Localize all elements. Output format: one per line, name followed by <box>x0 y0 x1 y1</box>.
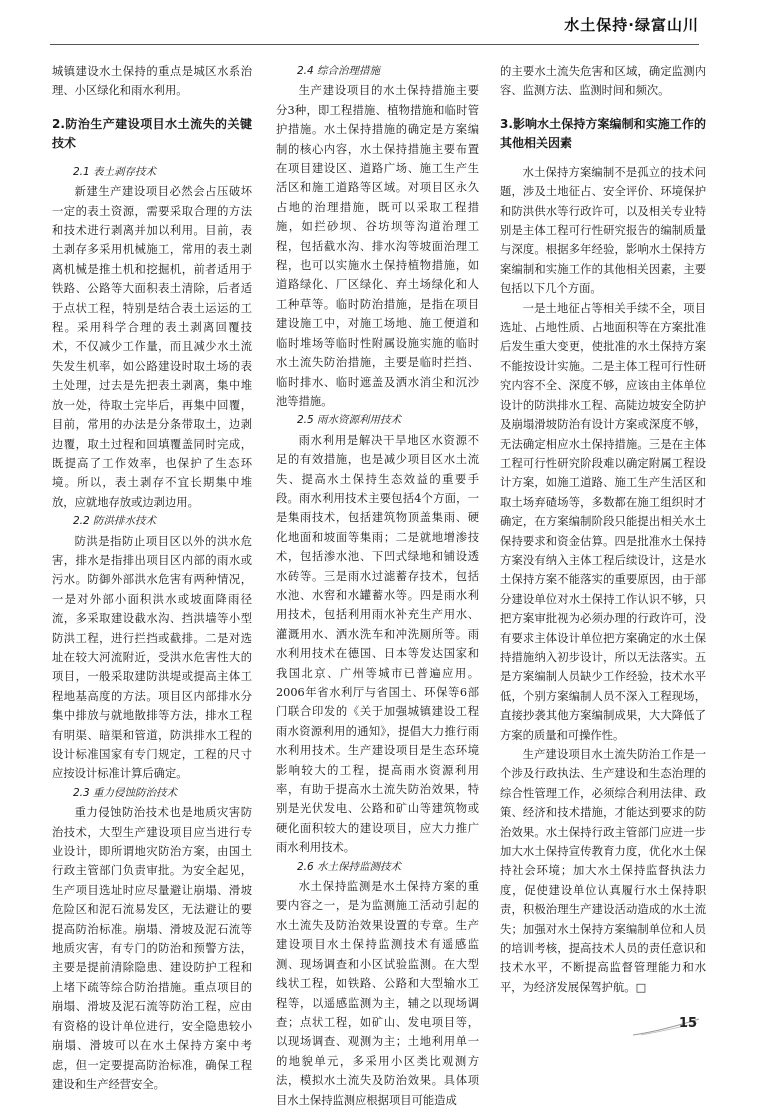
page-number: 15 <box>678 1016 697 1031</box>
paragraph: 生产建设项目的水土保持措施主要分3种，即工程措施、植物措施和临时管护措施。水土保持措施的确定是方案编制的核心内容，水土保持措施主要布置在项目建设区、道路广场、施工生产生活区和施工道路等区域。对项目区永久占地的治理措施，既可以采取工程措施，如拦砂坝、谷坊坝等沟道治理工程，包括截水沟、排水沟等坡面治理工程，也可以实施水土保持植物措施，如道路绿化、厂区绿化、弃土场绿化和人工种草等。临时防治措施，是指在项目建设施工中，对施工场地、施工便道和临时堆场等临时性附属设施实施的临时水土流失防治措施，主要是临时拦挡、临时排水、临时遮盖及洒水消尘和沉沙池等措施。 <box>276 84 479 408</box>
section-heading-3: 3.影响水土保持方案编制和实施工作的其他相关因素 <box>500 116 706 150</box>
subsection-heading-2-2: 2.2 防洪排水技术 <box>73 515 157 528</box>
paragraph: 水土保持监测是水土保持方案的重要内容之一，是为监测施工活动引起的水土流失及防治效果设置的专章。生产建设项目水土保持监测技术有遥感监测、现场调查和小区试验监测。在大型线状工程，如铁路、公路和大型输水工程等，以遥感监测为主，辅之以现场调查；点状工程，如矿山、发电项目等，以现场调查、观测为主；土地利用单一的地貌单元，多采用小区类比观测方法，模拟水土流失及防治效果。具体项目水土保持监测应根据项目可能造成 <box>276 880 479 1107</box>
text-column-left <box>52 62 252 1091</box>
header-divider <box>50 44 699 45</box>
section-heading-2: 2.防治生产建设项目水土流失的关键技术 <box>52 116 252 150</box>
journal-column-title: 水土保持·绿富山川 <box>564 16 699 34</box>
subsection-heading-2-4: 2.4 综合治理措施 <box>297 65 381 77</box>
paragraph: 新建生产建设项目必然会占压破坏一定的表土资源，需要采取合理的方法和技术进行剥离并加以利用。目前，表土剥存多采用机械施工，常用的表土剥离机械是推土机和挖掘机，前者适用于铁路、公路等大面积表土清除，后者适于点状工程，特别是结合表土运运的工程。采用科学合理的表土剥离回覆技术，不仅减少工作量，而且减少水土流失发生机率，如公路建设时取土场的表土处理，过去是先把表土剥离，集中堆放一处，待取土完毕后，再集中回覆，目前，常用的办法是分条带取土，边剥边覆，取土过程和回填覆盖同时完成，既提高了工作效率，也保护了生态环境。所以，表土剥存不宜长期集中堆放，应就地存放或边剥边用。 <box>52 185 252 509</box>
text-column-right <box>500 62 706 1017</box>
subsection-heading-2-6: 2.6 水土保持监测技术 <box>297 860 402 873</box>
paragraph: 防洪是指防止项目区以外的洪水危害，排水是指排出项目区内部的雨水或污水。防御外部洪水危害有两种情况，一是对外部小面积洪水或坡面降雨径流，多采取建设截水沟、挡洪墙等小型防洪工程，进行拦挡或截排。二是对选址在较大河流附近，受洪水危害性大的项目，一般采取建防洪堤或提高主体工程地基高度的方法。项目区内部排水分集中排放与就地散排等方法，排水工程有明渠、暗渠和管道，防洪排水工程的设计标准国家有专门规定，工程的尺寸应按设计标准计算后确定。 <box>52 534 252 781</box>
paragraph-continued: 的主要水土流失危害和区域，确定监测内容、监测方法、监测时间和频次。 <box>500 65 706 98</box>
paragraph: 水土保持方案编制不是孤立的技术问题，涉及土地征占、安全评价、环境保护和防洪供水等行政许可，以及相关专业特别是主体工程可行性研究报告的编制质量与深度。根据多年经验，影响水土保持方案编制和实施工作的其他相关因素，主要包括以下几个方面。 <box>500 165 706 296</box>
paragraph-final-text: 生产建设项目水土流失防治工作是一个涉及行政执法、生产建设和生态治理的综合性管理工作，必须综合利用法律、政策、经济和技术措施，才能达到要求的防治效果。水土保持行政主管部门应进一步加大水土保持宣传教育力度，优化水土保持社会环境；加大水土保持监督执法力度，促使建设单位认真履行水土保持职责，积极治理生产建设活动造成的水土流失；加强对水土保持方案编制单位和人员的培训考核，提高技术人员的责任意识和技术水平，不断提高监督管理能力和水平，为经济发展保驾护航。 <box>500 748 706 994</box>
subsection-heading-2-3: 2.3 重力侵蚀防治技术 <box>73 786 178 799</box>
end-of-article-mark: □ <box>635 980 647 994</box>
text-column-middle <box>276 62 479 1107</box>
paragraph: 重力侵蚀防治技术也是地质灾害防治技术，大型生产建设项目应当进行专业设计，即所谓地灾防治方案，由国土行政主管部门负责审批。为安全起见，生产项目选址时应尽量避让崩塌、滑坡危险区和泥石流易发区，无法避让的要提高防治标准。崩塌、滑坡及泥石流等地质灾害，有专门的防治和预警方法，主要是提前清除隐患、建设防护工程和上堵下疏等综合防治措施。重点项目的崩塌、滑坡及泥石流等防治工程，应由有资格的设计单位进行，安全隐患较小崩塌、滑坡可以在水土保持方案中考虑，但一定要提高防治标准，确保工程建设和生产经营安全。 <box>52 806 252 1091</box>
subsection-heading-2-5: 2.5 雨水资源利用技术 <box>297 414 402 427</box>
paragraph-final <box>500 745 706 997</box>
subsection-heading-2-1: 2.1 表土剥存技术 <box>73 165 157 178</box>
paragraph: 一是土地征占等相关手续不全，项目选址、占地性质、占地面积等在方案批准后发生重大变更，使批准的水土保持方案不能按设计实施。二是主体工程可行性研究内容不全、深度不够，应该由主体单位设计的防洪排水工程、高陡边坡安全防护及崩塌滑坡防治有设计方案或深度不够，无法确定相应水土保持措施。三是在主体工程可行性研究阶段难以确定附属工程设计方案，如施工道路、施工生产生活区和取土场弃碴场等，多数都在施工组织时才确定，在方案编制阶段只能提出相关水土保持要求和资金估算。四是批准水土保持方案没有纳入主体工程后续设计，这是水土保持方案不能落实的重要原因，由于部分建设单位对水土保持工作认识不够，只把方案审批视为必须办理的行政许可，没有要求主体设计单位把方案确定的水土保持措施纳入初步设计，所以无法落实。五是方案编制人员缺少工作经验，技术水平低，个别方案编制人员不深入工程现场，直接抄袭其他方案编制成果，大大降低了方案的质量和可操作性。 <box>500 301 706 742</box>
paragraph-continued: 城镇建设水土保持的重点是城区水系治理、小区绿化和雨水利用。 <box>52 65 252 98</box>
paragraph: 雨水利用是解决干旱地区水资源不足的有效措施，也是减少项目区水土流失、提高水土保持生态效益的重要手段。雨水利用技术主要包括4个方面，一是集雨技术，包括建筑物顶盖集雨、硬化地面和坡面等集雨；二是就地增渗技术，包括渗水池、下凹式绿地和铺设透水砖等。三是雨水过滤蓄存技术，包括水池、水窖和水罐蓄水等。四是雨水利用技术，包括利用雨水补充生产用水、灌溉用水、洒水洗车和冲洗厕所等。雨水利用技术在德国、日本等发达国家和我国北京、广州等城市已普遍应用。2006年省水利厅与省国土、环保等6部门联合印发的《关于加强城镇建设工程雨水资源利用的通知》，提倡大力推行雨水利用技术。生产建设项目是生态环境影响较大的工程，提高雨水资源利用率，有助于提高水土流失防治效果，特别是光伏发电、公路和矿山等建筑物或硬化面积较大的建设项目，应大力推广雨水利用技术。 <box>276 433 479 855</box>
